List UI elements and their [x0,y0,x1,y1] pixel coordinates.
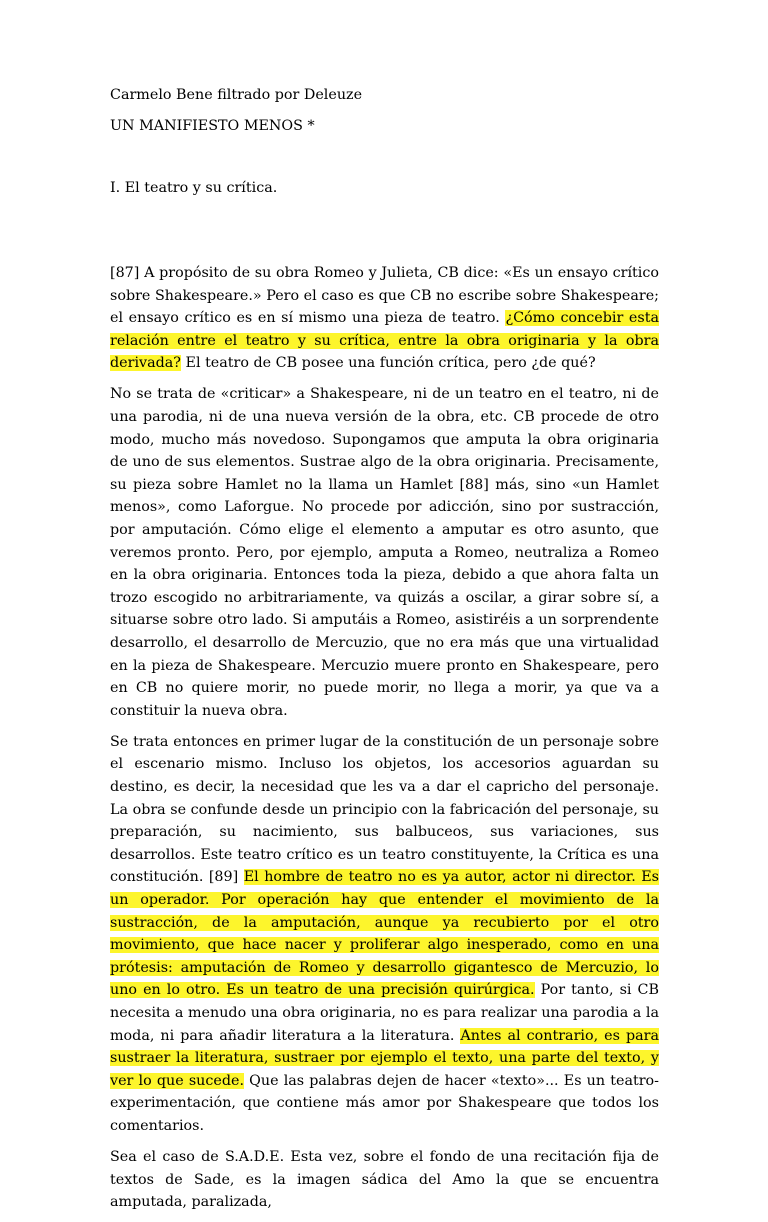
paragraph [110,1146,659,1214]
paragraph [110,731,659,1138]
section-heading: I. El teatro y su crítica. [110,180,278,196]
highlighted-text: El hombre de teatro no es ya autor, actor ni director. Es un operador. Por operación hay que entender el movimiento de la sustracción, de la amputación, aunque ya recubierto por el otro movimiento, que hace nacer y proliferar algo inesperado, como en una prótesis: amputación de Romeo y desarrollo gigantesco de Mercuzio, lo uno en lo otro. Es un teatro de una precisión quirúrgica. [110,869,659,999]
paragraph-text: Sea el caso de S.A.D.E. Esta vez, sobre el fondo de una recitación fija de textos de Sade, es la imagen sádica del Amo la que se encuentra amputada, paralizada, [110,1149,659,1211]
highlighted-text: Antes al contrario, es para sustraer la literatura, sustraer por ejemplo el texto, una parte del texto, y ver lo que sucede. [110,1027,660,1089]
document-subtitle: UN MANIFIESTO MENOS * [110,118,315,134]
paragraph [110,262,659,375]
paragraph-text: El teatro de CB posee una función crítica, pero ¿de qué? [180,355,596,372]
paragraph-text: Por tanto, si CB necesita a menudo una obra originaria, no es para realizar una parodia a la moda, ni para añadir literatura a la literatura. [110,982,659,1044]
paragraph [110,383,659,722]
paragraph-text: Que las palabras dejen de hacer «texto»... Es un teatro-experimentación, que contiene más amor por Shakespeare que todos los comentarios. [110,1072,659,1134]
paragraph-text: No se trata de «criticar» a Shakespeare, ni de un teatro en el teatro, ni de una parodia, ni de una nueva versión de la obra, etc. CB procede de otro modo, mucho más novedoso. Supongamos que amputa la obra originaria de uno de sus elementos. Sustrae algo de la obra originaria. Precisamente, su pieza sobre Hamlet no la llama un Hamlet [88] más, sino «un Hamlet menos», como Laforgue. No procede por adicción, sino por sustracción, por amputación. Cómo elige el elemento a amputar es otro asunto, que veremos pronto. Pero, por ejemplo, amputa a Romeo, neutraliza a Romeo en la obra originaria. Entonces toda la pieza, debido a que ahora falta un trozo escogido no arbitrariamente, va quizás a oscilar, a girar sobre sí, a situarse sobre otro lado. Si amputáis a Romeo, asistiréis a un sorprendente desarrollo, el desarrollo de Mercuzio, que no era más que una virtualidad en la pieza de Shakespeare. Mercuzio muere pronto en Shakespeare, pero en CB no quiere morir, no puede morir, no llega a morir, ya que va a constituir la nueva obra. [110,386,659,719]
highlighted-text: ¿Cómo concebir esta relación entre el teatro y su crítica, entre la obra originaria y la obra derivada? [110,310,659,372]
paragraph-text: Se trata entonces en primer lugar de la constitución de un personaje sobre el escenario mismo. Incluso los objetos, los accesorios aguardan su destino, es decir, la necesidad que les va a dar el capricho del personaje. La obra se confunde desde un principio con la fabricación del personaje, su preparación, su nacimiento, sus balbuceos, sus variaciones, sus desarrollos. Este teatro crítico es un teatro constituyente, la Crítica es una constitución. [89] [110,733,659,886]
document-body [110,262,659,1222]
document-title: Carmelo Bene filtrado por Deleuze [110,87,363,103]
paragraph-text: [87] A propósito de su obra Romeo y Julieta, CB dice: «Es un ensayo crítico sobre Shakespeare.» Pero el caso es que CB no escribe sobre Shakespeare; el ensayo crítico es en sí mismo una pieza de teatro. [110,265,659,327]
